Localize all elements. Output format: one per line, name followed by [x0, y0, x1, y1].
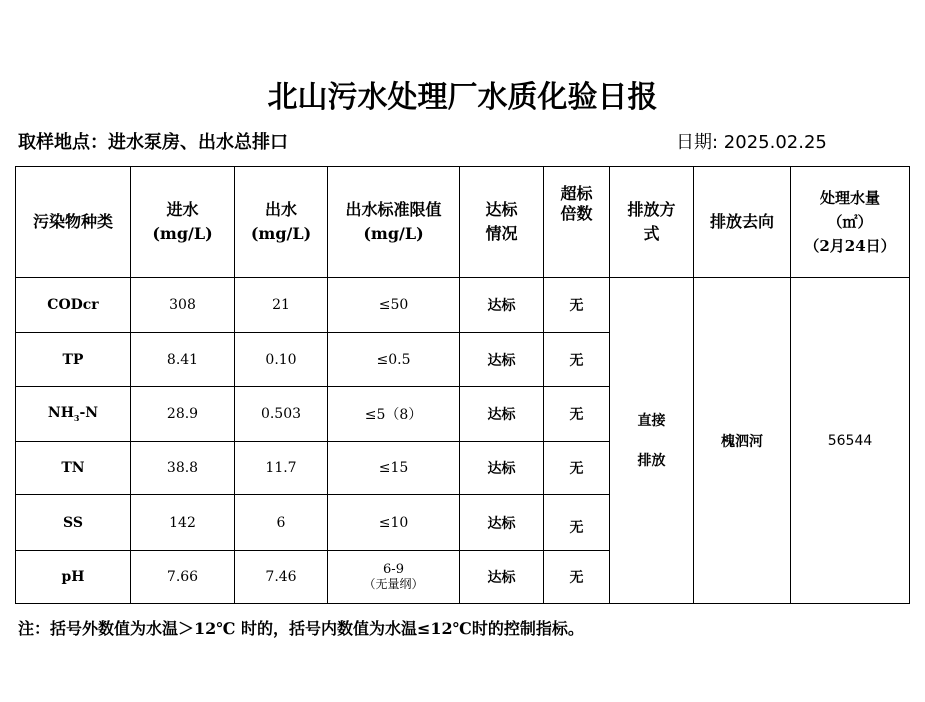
pollutant-name: TP: [16, 333, 131, 387]
discharge-method: 直接 排放: [610, 278, 694, 604]
table-row: [16, 278, 910, 333]
influent-value: 7.66: [131, 551, 235, 604]
pollutant-name: pH: [16, 551, 131, 604]
effluent-value: 21: [235, 278, 328, 333]
header-pollutant: 污染物种类: [16, 167, 131, 278]
status-value: 达标: [460, 387, 544, 442]
limit-value: 6-9 （无量纲）: [328, 551, 460, 604]
limit-value: ≤15: [328, 442, 460, 495]
header-status: 达标 情况: [460, 167, 544, 278]
exceed-value: 无: [544, 278, 610, 333]
exceed-value: 无: [544, 333, 610, 387]
header-exceed: 超标 倍数: [544, 167, 610, 278]
header-influent: 进水 (mg/L): [131, 167, 235, 278]
limit-value: ≤50: [328, 278, 460, 333]
status-value: 达标: [460, 333, 544, 387]
header-volume: 处理水量 （㎡） （2月24日）: [791, 167, 910, 278]
pollutant-name: TN: [16, 442, 131, 495]
influent-value: 8.41: [131, 333, 235, 387]
pollutant-name: SS: [16, 495, 131, 551]
header-limit: 出水标准限值 (mg/L): [328, 167, 460, 278]
status-value: 达标: [460, 495, 544, 551]
influent-value: 38.8: [131, 442, 235, 495]
status-value: 达标: [460, 442, 544, 495]
pollutant-name: CODcr: [16, 278, 131, 333]
effluent-value: 7.46: [235, 551, 328, 604]
influent-value: 308: [131, 278, 235, 333]
status-value: 达标: [460, 551, 544, 604]
table-header-row: [16, 167, 910, 278]
water-quality-table: [15, 166, 910, 604]
influent-value: 142: [131, 495, 235, 551]
footnote: 注：括号外数值为水温＞12℃ 时的，括号内数值为水温≤12℃时的控制指标。: [18, 619, 584, 638]
status-value: 达标: [460, 278, 544, 333]
header-effluent: 出水 (mg/L): [235, 167, 328, 278]
treated-volume: 56544: [791, 278, 910, 604]
pollutant-name: $NH_3-N$: [16, 387, 131, 442]
effluent-value: 6: [235, 495, 328, 551]
discharge-destination: 槐泗河: [694, 278, 791, 604]
effluent-value: 11.7: [235, 442, 328, 495]
report-title: 北山污水处理厂水质化验日报: [267, 80, 658, 115]
header-method: 排放方 式: [610, 167, 694, 278]
limit-value: ≤0.5: [328, 333, 460, 387]
limit-value: ≤5（8）: [328, 387, 460, 442]
influent-value: 28.9: [131, 387, 235, 442]
exceed-value: 无: [544, 442, 610, 495]
exceed-value: 无: [544, 387, 610, 442]
report-date: 日期: 2025.02.25: [676, 132, 827, 153]
effluent-value: 0.10: [235, 333, 328, 387]
limit-value: ≤10: [328, 495, 460, 551]
exceed-value: 无: [544, 495, 610, 551]
header-destination: 排放去向: [694, 167, 791, 278]
exceed-value: 无: [544, 551, 610, 604]
effluent-value: 0.503: [235, 387, 328, 442]
sampling-location: 取样地点：进水泵房、出水总排口: [18, 132, 288, 153]
